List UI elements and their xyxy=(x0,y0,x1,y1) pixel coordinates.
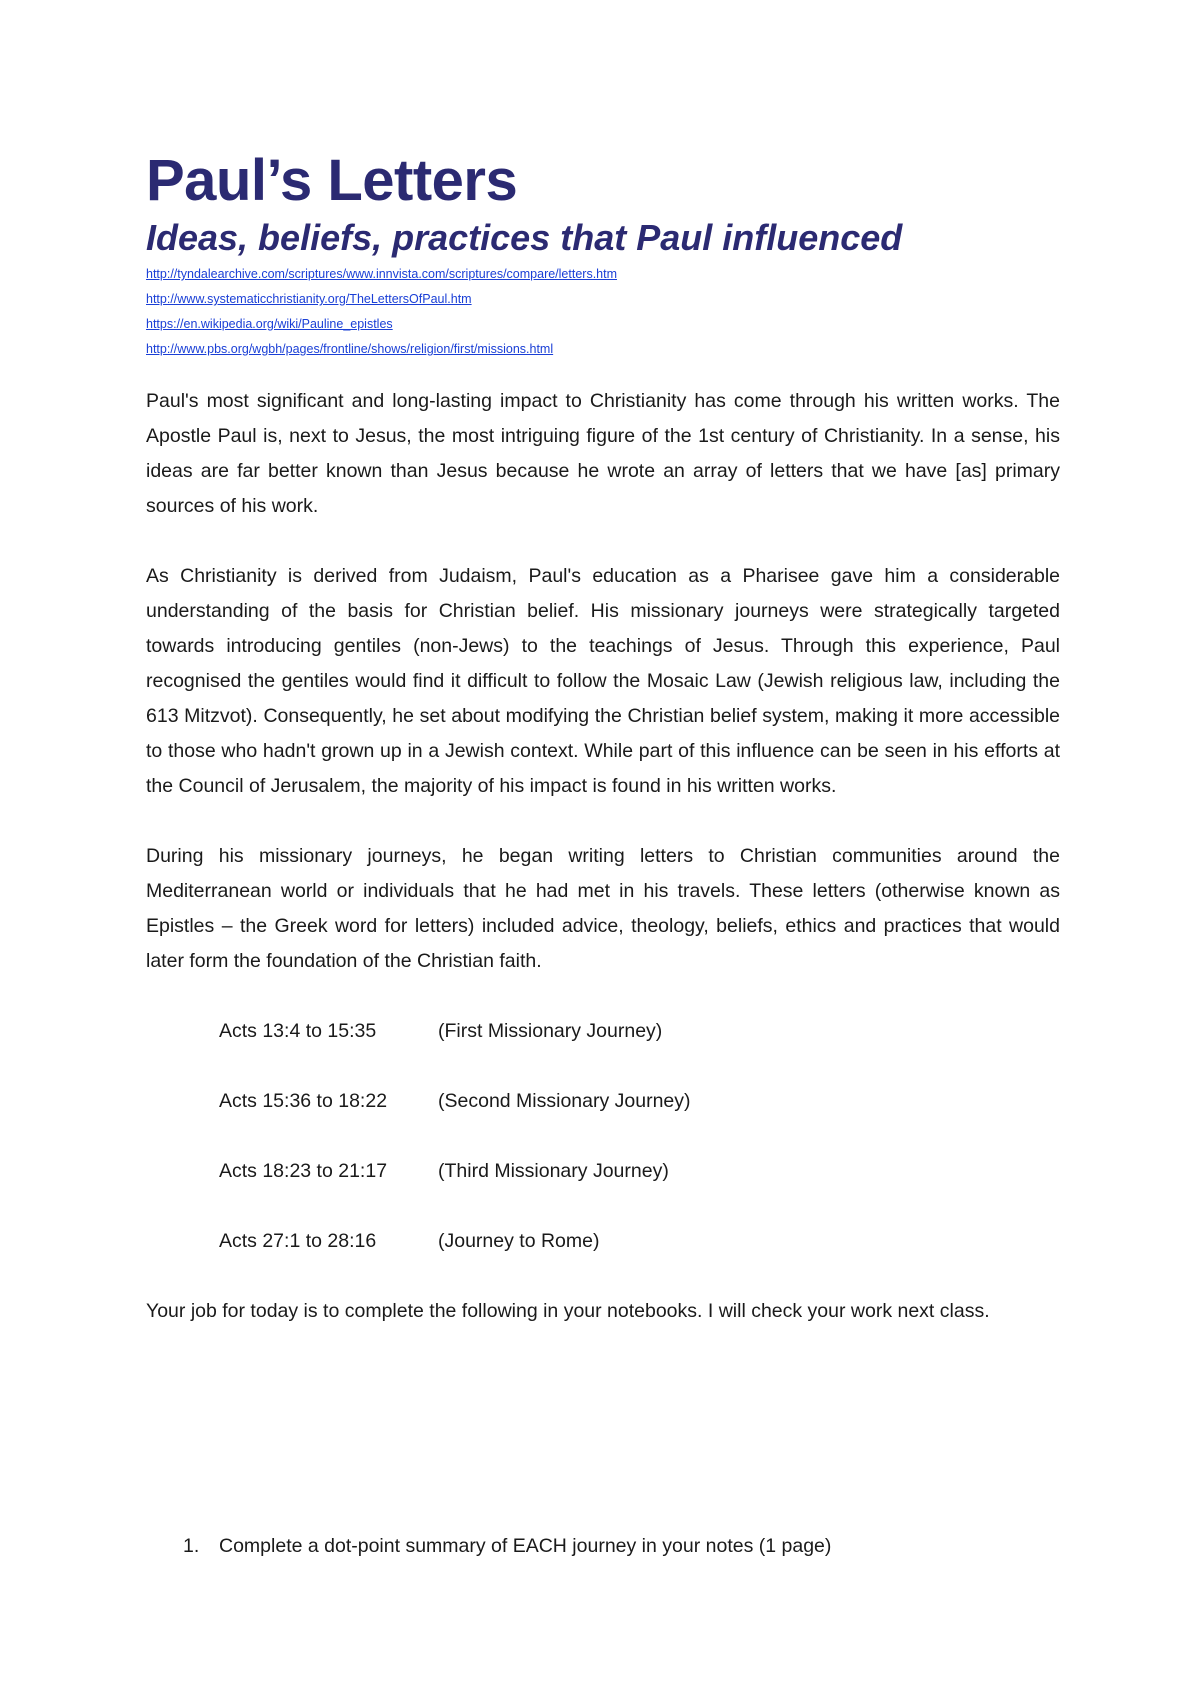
acts-reference: Acts 13:4 to 15:35 xyxy=(219,1020,377,1042)
acts-row xyxy=(146,1084,1060,1119)
page-title: Paul’s Letters xyxy=(146,148,518,213)
reference-link[interactable]: http://www.pbs.org/wgbh/pages/frontline/shows/religion/first/missions.html xyxy=(146,342,554,356)
task-list xyxy=(146,1529,1060,1564)
reference-links xyxy=(146,262,1060,362)
instruction-text: Your job for today is to complete the following in your notebooks. I will check your work next class. xyxy=(146,1300,990,1322)
document-page xyxy=(146,146,1060,1329)
paragraph-judaism: As Christianity is derived from Judaism, Paul's education as a Pharisee gave him a considerable understanding of the basis for Christian belief. His missionary journeys were strategically targeted towards introducing gentiles (non-Jews) to the teachings of Jesus. Through this experience, Paul recognised the gentiles would find it difficult to follow the Mosaic Law (Jewish religious law, including the 613 Mitzvot). Consequently, he set about modifying the Christian belief system, making it more accessible to those who hadn't grown up in a Jewish context. While part of this influence can be seen in his efforts at the Council of Jerusalem, the majority of his impact is found in his written works. xyxy=(146,565,1060,797)
task-item xyxy=(146,1529,1060,1564)
journey-name: (Journey to Rome) xyxy=(438,1230,600,1252)
acts-reference: Acts 18:23 to 21:17 xyxy=(219,1160,388,1182)
reference-link[interactable]: http://tyndalearchive.com/scriptures/www.innvista.com/scriptures/compare/letters.htm xyxy=(146,267,618,281)
acts-row xyxy=(146,1224,1060,1259)
task-number: 1. xyxy=(183,1535,200,1557)
journey-name: (First Missionary Journey) xyxy=(438,1020,663,1042)
paragraph-journeys: During his missionary journeys, he began writing letters to Christian communities around the Mediterranean world or individuals that he had met in his travels. These letters (otherwise known as Epistles – the Greek word for letters) included advice, theology, beliefs, ethics and practices that would later form the foundation of the Christian faith. xyxy=(146,845,1060,972)
reference-link[interactable]: http://www.systematicchristianity.org/TheLettersOfPaul.htm xyxy=(146,292,472,306)
page-subtitle: Ideas, beliefs, practices that Paul influenced xyxy=(146,217,903,258)
acts-reference: Acts 15:36 to 18:22 xyxy=(219,1090,388,1112)
reference-link[interactable]: https://en.wikipedia.org/wiki/Pauline_epistles xyxy=(146,317,393,331)
task-text: Complete a dot-point summary of EACH journey in your notes (1 page) xyxy=(219,1535,832,1557)
acts-row xyxy=(146,1154,1060,1189)
paragraph-intro: Paul's most significant and long-lasting impact to Christianity has come through his written works. The Apostle Paul is, next to Jesus, the most intriguing figure of the 1st century of Christianity. In a sense, his ideas are far better known than Jesus because he wrote an array of letters that we have [as] primary sources of his work. xyxy=(146,390,1060,517)
acts-reference: Acts 27:1 to 28:16 xyxy=(219,1230,377,1252)
journey-name: (Third Missionary Journey) xyxy=(438,1160,669,1182)
journey-name: (Second Missionary Journey) xyxy=(438,1090,691,1112)
acts-list xyxy=(146,1014,1060,1259)
acts-row xyxy=(146,1014,1060,1049)
